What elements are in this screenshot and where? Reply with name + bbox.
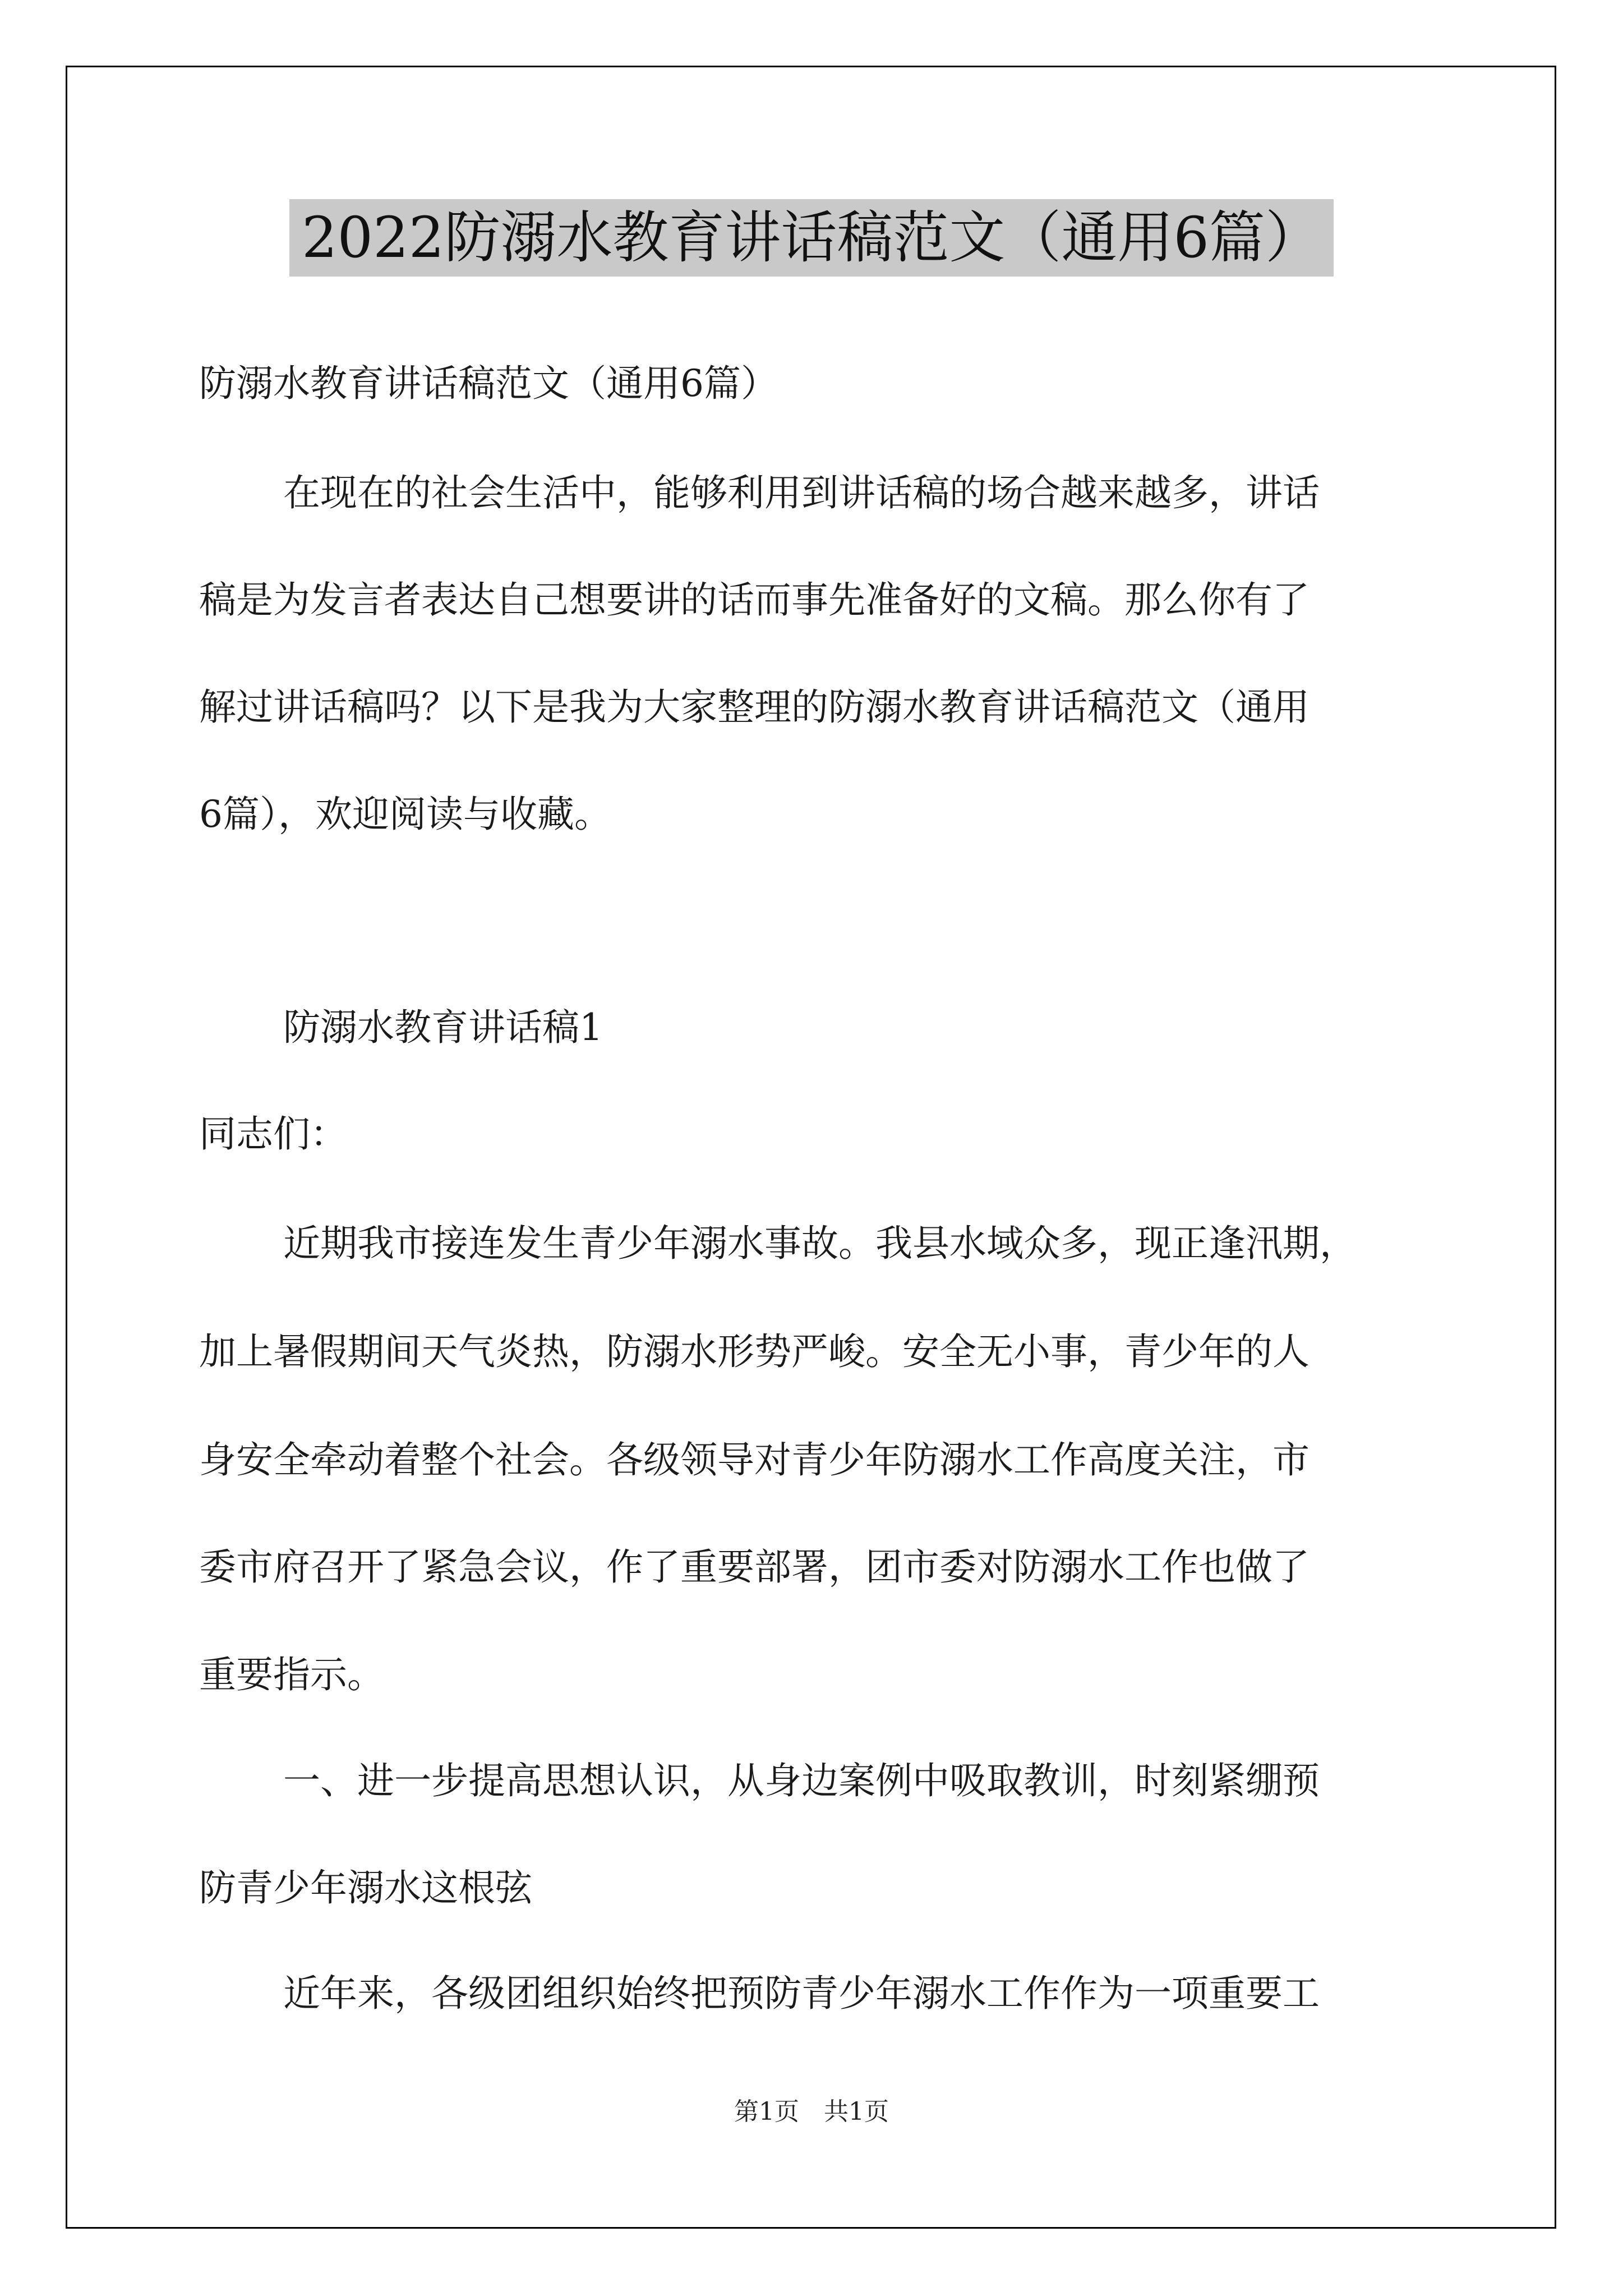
paragraph1-line-3: 身安全牵动着整个社会。各级领导对青少年防溺水工作高度关注，市: [199, 1438, 1310, 1481]
paragraph1-line-1: 近期我市接连发生青少年溺水事故。我县水域众多，现正逢汛期，: [283, 1222, 1357, 1265]
salutation: 同志们：: [199, 1112, 347, 1156]
section-heading: 防溺水教育讲话稿1: [283, 1006, 603, 1049]
point1-line-1: 一、进一步提高思想认识，从身边案例中吸取教训，时刻紧绷预: [283, 1759, 1320, 1802]
document-title: 2022防溺水教育讲话稿范文（通用6篇）: [289, 199, 1334, 277]
intro-line-3: 解过讲话稿吗？以下是我为大家整理的防溺水教育讲话稿范文（通用: [199, 685, 1310, 729]
page-footer: 第1页 共1页: [734, 2097, 889, 2126]
paragraph1-line-5: 重要指示。: [199, 1653, 384, 1696]
paragraph1-line-2: 加上暑假期间天气炎热，防溺水形势严峻。安全无小事，青少年的人: [199, 1330, 1310, 1373]
intro-line-1: 在现在的社会生活中，能够利用到讲话稿的场合越来越多，讲话: [283, 471, 1320, 514]
title-container: [0, 199, 1623, 277]
paragraph2-line-1: 近年来，各级团组织始终把预防青少年溺水工作作为一项重要工: [283, 1972, 1320, 2015]
document-subtitle: 防溺水教育讲话稿范文（通用6篇）: [199, 362, 778, 405]
intro-line-2: 稿是为发言者表达自己想要讲的话而事先准备好的文稿。那么你有了: [199, 578, 1310, 622]
intro-line-4: 6篇），欢迎阅读与收藏。: [199, 793, 611, 836]
point1-line-2: 防青少年溺水这根弦: [199, 1866, 532, 1910]
paragraph1-line-4: 委市府召开了紧急会议，作了重要部署，团市委对防溺水工作也做了: [199, 1545, 1310, 1589]
